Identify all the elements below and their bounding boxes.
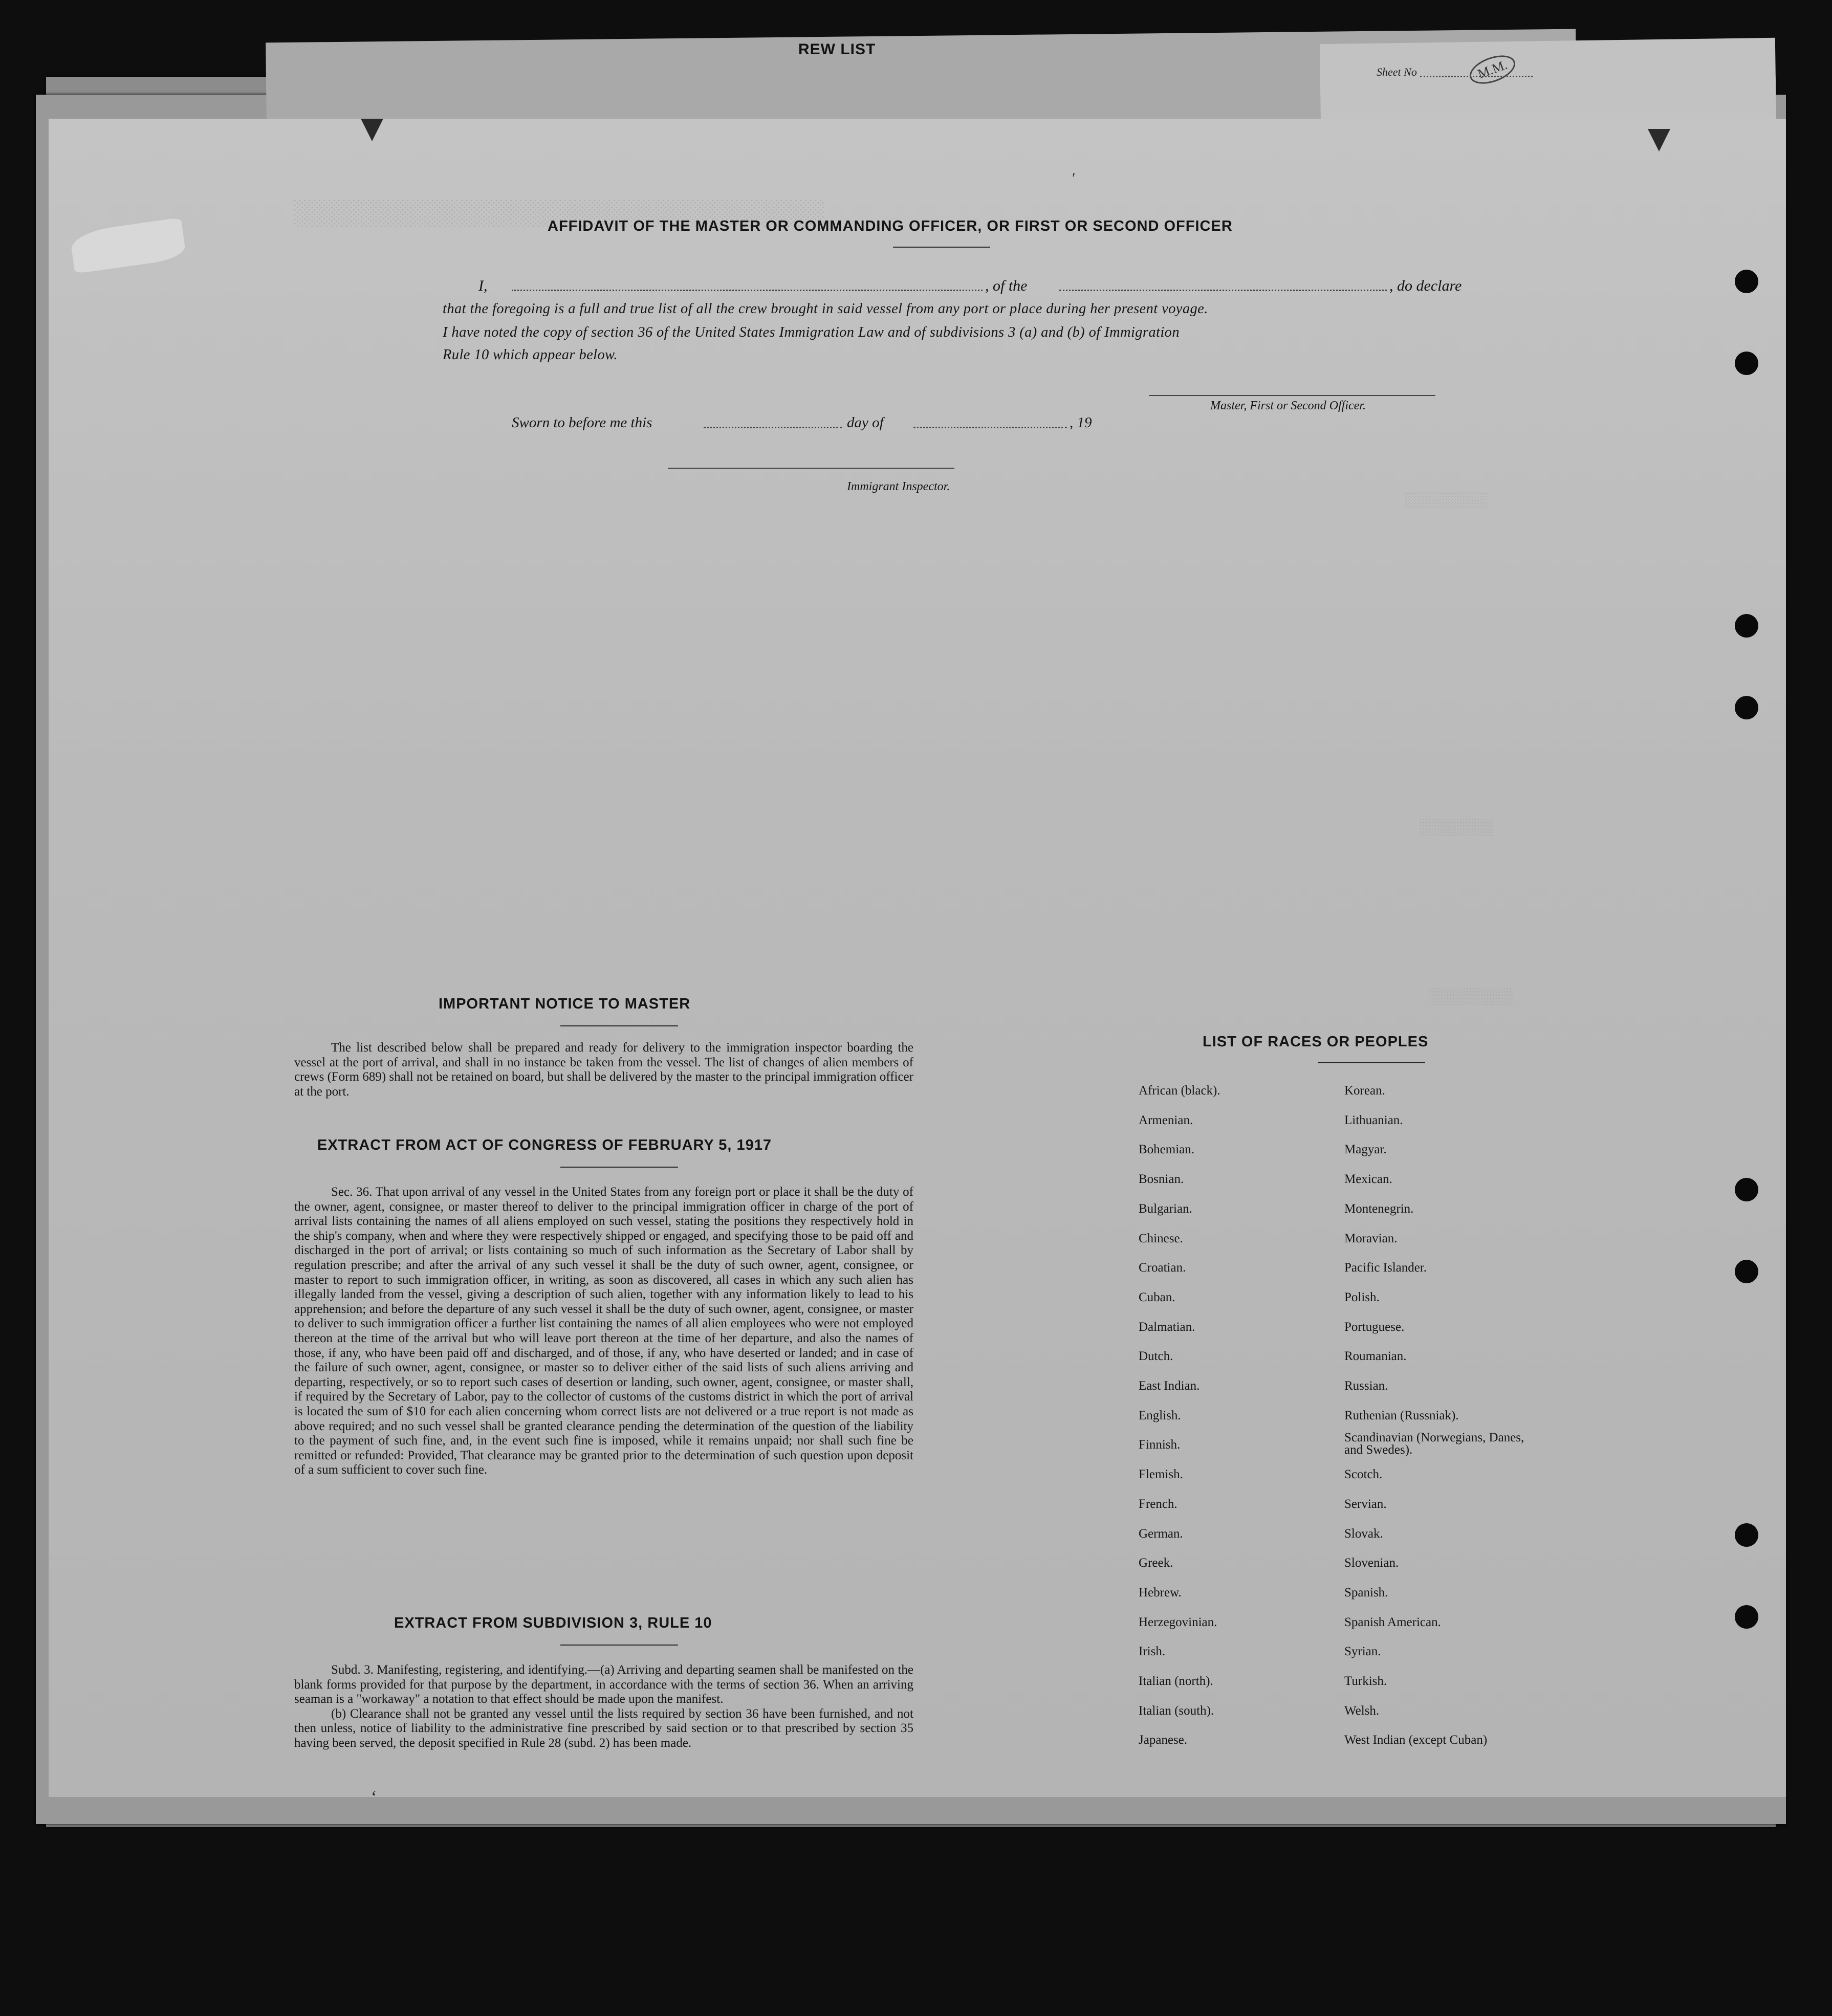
- punch-hole: [1735, 1260, 1758, 1283]
- race-item-right: Scotch.: [1344, 1467, 1383, 1482]
- sworn-month-field[interactable]: [913, 427, 1067, 428]
- sheet-number-label: Sheet No: [1377, 65, 1417, 78]
- race-item-left: Greek.: [1139, 1556, 1173, 1570]
- bleed-through: ░░░░░░░░░: [1430, 989, 1514, 1006]
- race-item-left: Bulgarian.: [1139, 1201, 1192, 1216]
- punch-hole: [1735, 352, 1758, 375]
- vessel-name-field[interactable]: [1059, 290, 1387, 291]
- declarant-label: I,: [478, 277, 488, 294]
- race-item-right: Moravian.: [1344, 1231, 1398, 1245]
- pen-mark: ′: [1072, 170, 1076, 187]
- sworn-day-of-label: day of: [847, 414, 884, 431]
- sheet-tab: [1320, 38, 1776, 131]
- bleed-through: ░░░░░░░░: [1420, 820, 1494, 837]
- sworn-label: Sworn to before me this: [512, 414, 652, 431]
- race-item-left: German.: [1139, 1526, 1183, 1541]
- notice-paragraph: The list described below shall be prepared and ready for delivery to the immigration inspector boarding the vessel at the port of arrival, and shall in no instance be taken from the vessel. The list of changes of alien members of crews (Form 689) shall not be retained on board, but shall be delivered by the master to the principal immigration officer at the port.: [294, 1041, 913, 1099]
- race-item-left: Dutch.: [1139, 1349, 1173, 1364]
- race-item-left: Finnish.: [1139, 1438, 1181, 1452]
- affidavit-body-line: that the foregoing is a full and true list of all the crew brought in said vessel from any port or place during her present voyage.: [443, 301, 1208, 317]
- act-title: EXTRACT FROM ACT OF CONGRESS OF FEBRUARY 5, 1917: [317, 1137, 772, 1153]
- race-item-left: Japanese.: [1139, 1733, 1188, 1747]
- race-item-left: Croatian.: [1139, 1261, 1186, 1275]
- sworn-day-field[interactable]: [704, 427, 842, 428]
- binder-notch: [1648, 129, 1670, 151]
- race-item-left: Hebrew.: [1139, 1585, 1182, 1599]
- punch-hole: [1735, 270, 1758, 293]
- race-item-left: East Indian.: [1139, 1379, 1200, 1393]
- form-page: [49, 119, 1786, 1807]
- bleed-through: ░░░░░░░░░░░░░░░░░░░░░░░░░░░░░░░░░░░░: [294, 201, 825, 228]
- affidavit-body-line: I have noted the copy of section 36 of the United States Immigration Law and of subdivisions 3 (a) and (b) of Immigration: [443, 324, 1180, 340]
- race-item-right: Russian.: [1344, 1379, 1388, 1393]
- crew-list-title: REW LIST: [798, 41, 876, 58]
- race-item-right: Slovak.: [1344, 1526, 1383, 1541]
- race-item-left: Herzegovinian.: [1139, 1615, 1217, 1629]
- race-item-right: Syrian.: [1344, 1645, 1381, 1659]
- rule-paragraph-b: (b) Clearance shall not be granted any vessel until the lists required by section 36 have been furnished, and not then unless, notice of liability to the administrative fine prescribed by said section or to that prescribed by section 35 having been served, the deposit specified in Rule 28 (subd. 2) has been made.: [294, 1706, 913, 1750]
- race-item-right: West Indian (except Cuban): [1344, 1733, 1488, 1747]
- punch-hole: [1735, 696, 1758, 719]
- act-title-rule: [560, 1167, 678, 1168]
- inspector-signature-field[interactable]: [668, 468, 954, 469]
- pen-mark: ‘: [371, 1788, 377, 1807]
- race-item-left: Bosnian.: [1139, 1172, 1184, 1187]
- stamp: M.M.: [1466, 50, 1519, 90]
- act-paragraph: Sec. 36. That upon arrival of any vessel in the United States from any foreign port or place it shall be the duty of the owner, agent, consignee, or master thereof to deliver to the principal immigration officer in charge of the port of arrival lists containing the names of all aliens employed on such vessel, stating the positions they respectively hold in the ship's company, when and where they were respectively shipped or engaged, and specifying those to be paid off and discharged in the port of arrival; or lists containing so much of such information as the Secretary of Labor shall by regulation prescribe; and after the arrival of any such vessel it shall be the duty of such owner, agent, consignee, or master to report to such immigration officer, in writing, as soon as discovered, all cases in which any such alien has illegally landed from the vessel, giving a description of such alien, together with any information likely to lead to his apprehension; and before the departure of any such vessel it shall be the duty of such owner, agent, consignee, or master to deliver to such immigration officer a further list containing the names of all alien employees who were not employed thereon at the time of the arrival but who will leave port thereon at the time of her departure, and also the names of those, if any, who have been paid off and discharged, and of those, if any, who have deserted or landed; and in case of the failure of such owner, agent, consignee, or master so to deliver either of the said lists of such aliens arriving and departing, respectively, or so to report such cases of desertion or landing, such owner, agent, consignee, or master shall, if required by the Secretary of Labor, pay to the collector of customs of the customs district in which the port of arrival is located the sum of $10 for each alien concerning whom correct lists are not delivered or a true report is not made as above required; and no such vessel shall be granted clearance pending the determination of the question of the liability to the payment of such fine, and, in the event such fine is imposed, while it remains unpaid; nor shall such fine be remitted or refunded: Provided, That clearance may be granted prior to the determination of such question upon deposit of a sum sufficient to cover such fine.: [294, 1185, 913, 1477]
- punch-hole: [1735, 1178, 1758, 1201]
- notice-title-rule: [560, 1025, 678, 1026]
- race-item-left: Irish.: [1139, 1645, 1166, 1659]
- bleed-through: ░░░░░░░░░: [1405, 492, 1488, 510]
- officer-signature-label: Master, First or Second Officer.: [1210, 399, 1366, 412]
- race-item-left: Dalmatian.: [1139, 1320, 1195, 1334]
- race-item-left: Italian (north).: [1139, 1674, 1213, 1688]
- race-item-right: Lithuanian.: [1344, 1113, 1403, 1127]
- act-body: [294, 1185, 913, 1478]
- race-item-right: Turkish.: [1344, 1674, 1387, 1688]
- binder-notch: [361, 119, 383, 141]
- affidavit-body-line: Rule 10 which appear below.: [443, 347, 618, 363]
- rule-title-rule: [560, 1645, 678, 1646]
- race-item-right: Portuguese.: [1344, 1320, 1405, 1334]
- punch-hole: [1735, 1605, 1758, 1629]
- race-item-left: African (black).: [1139, 1084, 1220, 1098]
- race-item-right: Servian.: [1344, 1497, 1387, 1511]
- race-item-right: Montenegrin.: [1344, 1201, 1414, 1216]
- rule-body: [294, 1663, 913, 1751]
- race-item-right: Slovenian.: [1344, 1556, 1399, 1570]
- race-item-right: Korean.: [1344, 1084, 1385, 1098]
- races-title: LIST OF RACES OR PEOPLES: [1203, 1034, 1429, 1050]
- race-item-right: Welsh.: [1344, 1703, 1380, 1718]
- punch-hole: [1735, 1523, 1758, 1547]
- race-item-left: Cuban.: [1139, 1290, 1175, 1304]
- race-item-right: Ruthenian (Russniak).: [1344, 1408, 1459, 1422]
- race-item-left: Flemish.: [1139, 1467, 1183, 1482]
- declarant-name-field[interactable]: [512, 290, 983, 291]
- races-title-rule: [1318, 1062, 1425, 1063]
- sworn-year-label: , 19: [1070, 414, 1092, 431]
- rule-paragraph-a: Subd. 3. Manifesting, registering, and identifying.—(a) Arriving and departing seamen shall be manifested on the blank forms provided for that purpose by the department, in accordance with the terms of section 36. When an arriving seaman is a "workaway" a notation to that effect should be made upon the manifest.: [294, 1663, 913, 1706]
- punch-hole: [1735, 614, 1758, 638]
- race-item-left: Armenian.: [1139, 1113, 1193, 1127]
- race-item-right: Spanish.: [1344, 1585, 1388, 1599]
- officer-signature-field[interactable]: [1149, 395, 1435, 396]
- race-item-left: Chinese.: [1139, 1231, 1183, 1245]
- race-item-right: Roumanian.: [1344, 1349, 1407, 1364]
- race-item-right: Mexican.: [1344, 1172, 1392, 1187]
- race-item-right: Pacific Islander.: [1344, 1261, 1427, 1275]
- inspector-label: Immigrant Inspector.: [847, 480, 950, 493]
- race-item-right: Scandinavian (Norwegians, Danes, and Swedes).: [1344, 1431, 1524, 1457]
- race-item-right: Spanish American.: [1344, 1615, 1441, 1629]
- race-item-left: French.: [1139, 1497, 1177, 1511]
- race-item-left: Italian (south).: [1139, 1703, 1214, 1718]
- vessel-label: , of the: [985, 277, 1028, 294]
- affidavit-title: AFFIDAVIT OF THE MASTER OR COMMANDING OFFICER, OR FIRST OR SECOND OFFICER: [548, 218, 1233, 234]
- rule-title: EXTRACT FROM SUBDIVISION 3, RULE 10: [394, 1615, 712, 1631]
- notice-body: [294, 1041, 913, 1099]
- race-item-left: Bohemian.: [1139, 1143, 1195, 1157]
- race-item-left: English.: [1139, 1408, 1181, 1422]
- race-item-right: Magyar.: [1344, 1143, 1387, 1157]
- affidavit-title-rule: [893, 247, 990, 248]
- notice-title: IMPORTANT NOTICE TO MASTER: [439, 996, 691, 1012]
- race-item-right: Polish.: [1344, 1290, 1380, 1304]
- declare-label: , do declare: [1389, 277, 1462, 294]
